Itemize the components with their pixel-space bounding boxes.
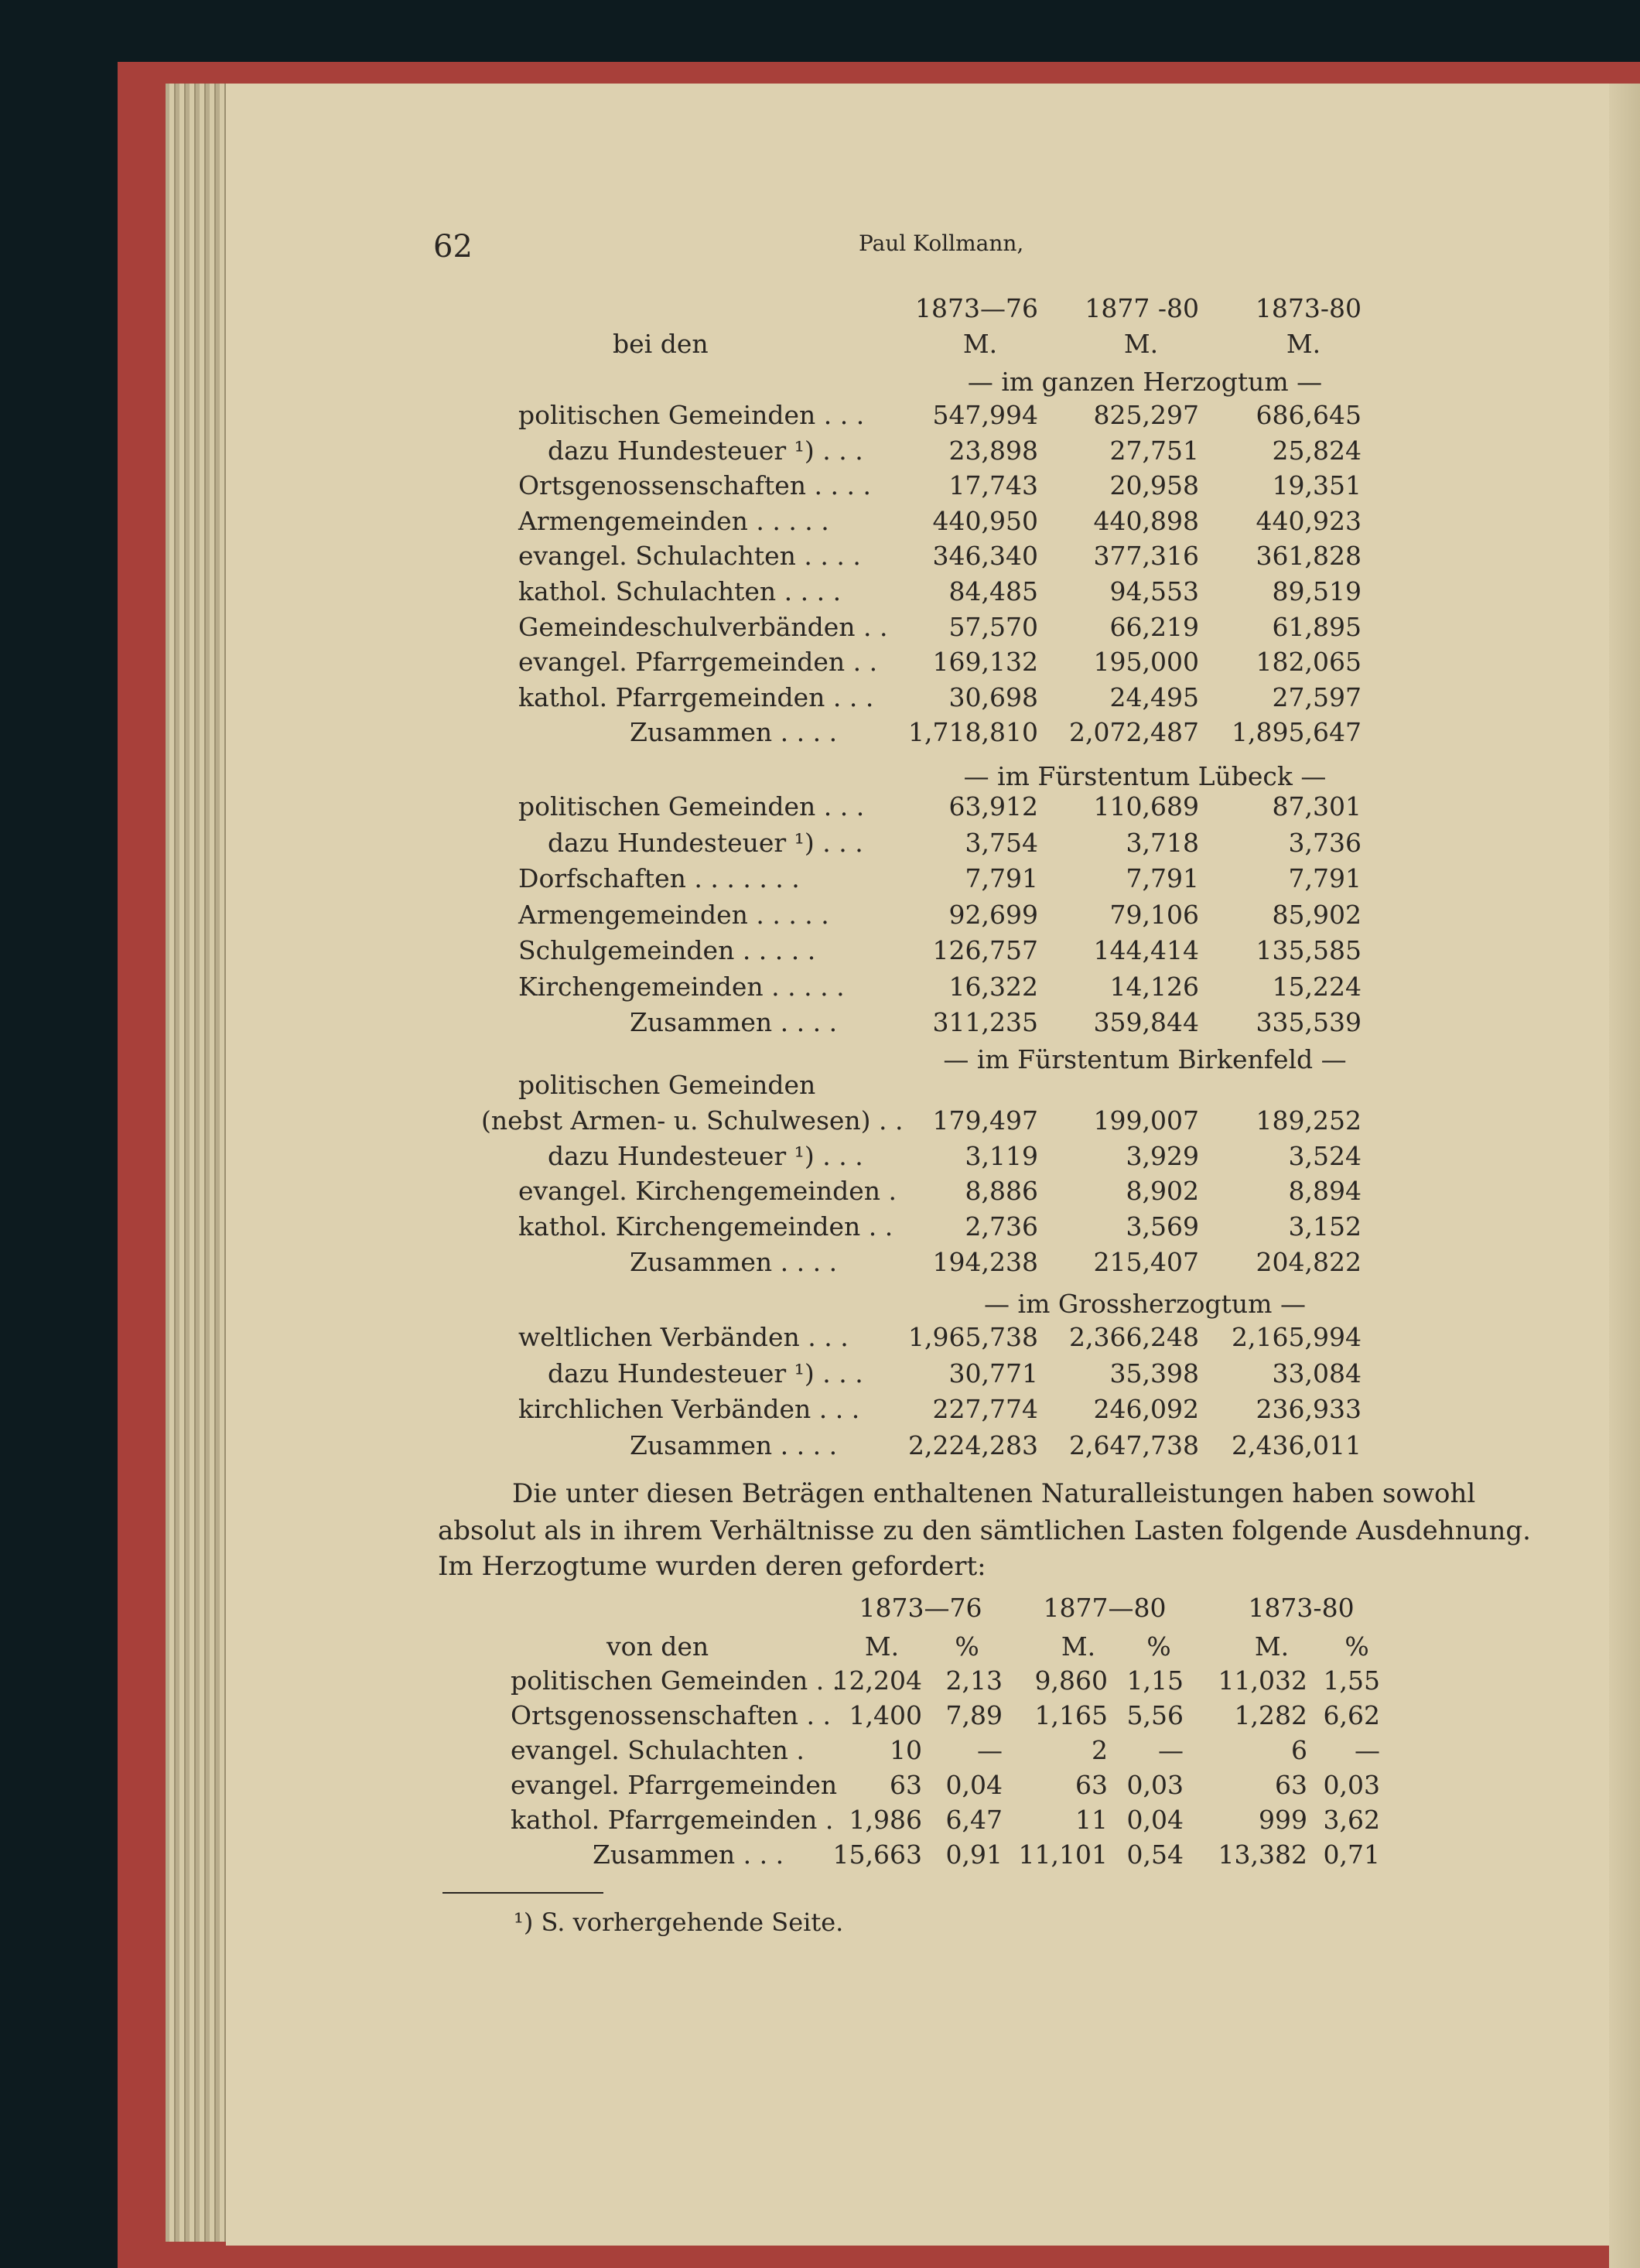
label-header: von den	[606, 1631, 709, 1662]
table-row-label: kathol. Pfarrgemeinden .	[511, 1805, 834, 1835]
table-cell-value: 204,822	[1256, 1247, 1362, 1277]
table-row-label: Ortsgenossenschaften . .	[511, 1700, 832, 1730]
table-cell-value: 182,065	[1256, 647, 1362, 677]
period-header: 1877 -80	[1085, 293, 1199, 323]
table-cell-value: 359,844	[1093, 1007, 1199, 1037]
table-cell-value: 199,007	[1093, 1105, 1199, 1136]
table-cell-value: 195,000	[1093, 647, 1199, 677]
table-row-label: Gemeindeschulverbänden . .	[518, 612, 888, 642]
table-cell-value: 15,224	[1272, 972, 1362, 1002]
table-cell-value: 311,235	[932, 1007, 1038, 1037]
table-cell-value: 1,965,738	[908, 1322, 1038, 1352]
table-row-label: Zusammen . . . .	[630, 1430, 838, 1460]
table-cell-value: 3,524	[1288, 1141, 1362, 1171]
table-cell-value: 686,645	[1256, 400, 1362, 430]
table-cell-value: 8,902	[1126, 1176, 1199, 1206]
table-cell-value: 3,718	[1126, 828, 1199, 858]
table-cell-value: 440,898	[1093, 506, 1199, 536]
table-cell-value: 84,485	[948, 576, 1038, 606]
table-cell-value: 27,751	[1109, 435, 1199, 466]
table-cell-value: 440,923	[1256, 506, 1362, 536]
table-cell-value: —	[1355, 1735, 1380, 1765]
table-cell-value: 335,539	[1256, 1007, 1362, 1037]
table-cell-value: 7,89	[945, 1700, 1003, 1730]
table-cell-value: 11,101	[1018, 1839, 1108, 1870]
footnote: ¹) S. vorhergehende Seite.	[514, 1908, 844, 1937]
table-cell-value: 24,495	[1109, 682, 1199, 712]
table-cell-value: 999	[1259, 1805, 1307, 1835]
table-cell-value: 14,126	[1109, 972, 1199, 1002]
table-row-label: evangel. Kirchengemeinden .	[518, 1176, 897, 1206]
table-cell-value: 3,929	[1126, 1141, 1199, 1171]
table-row-label: (nebst Armen- u. Schulwesen) . .	[481, 1105, 904, 1136]
running-head: Paul Kollmann,	[859, 231, 1024, 256]
table-cell-value: 0,54	[1126, 1839, 1184, 1870]
table-cell-value: 2,072,487	[1069, 717, 1199, 747]
unit-header: %	[1344, 1631, 1369, 1662]
table-cell-value: 3,736	[1288, 828, 1362, 858]
table-cell-value: 63	[1275, 1770, 1307, 1800]
table-cell-value: 7,791	[1126, 863, 1199, 893]
table-cell-value: 236,933	[1256, 1394, 1362, 1424]
table-cell-value: 2,165,994	[1232, 1322, 1362, 1352]
table-cell-value: 1,55	[1323, 1665, 1380, 1696]
section-title: — im Grossherzogtum —	[984, 1289, 1306, 1319]
table-cell-value: 1,895,647	[1232, 717, 1362, 747]
table-cell-value: 15,663	[832, 1839, 922, 1870]
table-row-label: dazu Hundesteuer ¹) . . .	[548, 1358, 863, 1388]
table-cell-value: 110,689	[1093, 791, 1199, 821]
table-cell-value: 11,032	[1218, 1665, 1307, 1696]
table-cell-value: 8,886	[965, 1176, 1038, 1206]
table-row-label: Schulgemeinden . . . . .	[518, 935, 816, 965]
table-cell-value: 33,084	[1272, 1358, 1362, 1388]
table-row-label: evangel. Pfarrgemeinden . .	[518, 647, 878, 677]
table-cell-value: 16,322	[948, 972, 1038, 1002]
table-cell-value: 85,902	[1272, 900, 1362, 930]
table-row-label: weltlichen Verbänden . . .	[518, 1322, 849, 1352]
section-title: — im Fürstentum Birkenfeld —	[943, 1044, 1347, 1074]
table-cell-value: 87,301	[1272, 791, 1362, 821]
period-header: 1873—76	[859, 1593, 982, 1623]
table-row-label: Zusammen . . . .	[630, 1247, 838, 1277]
paragraph-line: Im Herzogtume wurden deren gefordert:	[438, 1551, 986, 1582]
table-cell-value: 1,165	[1034, 1700, 1108, 1730]
table-cell-value: 179,497	[932, 1105, 1038, 1136]
section-title: — im Fürstentum Lübeck —	[963, 761, 1327, 791]
page-number: 62	[433, 229, 473, 265]
period-header: 1877—80	[1043, 1593, 1167, 1623]
table-cell-value: 3,119	[965, 1141, 1038, 1171]
table-cell-value: 227,774	[932, 1394, 1038, 1424]
table-cell-value: 3,152	[1288, 1211, 1362, 1242]
table-cell-value: 246,092	[1093, 1394, 1199, 1424]
unit-header: %	[955, 1631, 979, 1662]
table-cell-value: 8,894	[1288, 1176, 1362, 1206]
table-cell-value: 189,252	[1256, 1105, 1362, 1136]
table-row-label: evangel. Schulachten . . . .	[518, 541, 861, 571]
table-cell-value: 825,297	[1093, 400, 1199, 430]
table-cell-value: 2	[1092, 1735, 1108, 1765]
table-cell-value: 66,219	[1109, 612, 1199, 642]
table-cell-value: 30,771	[948, 1358, 1038, 1388]
paragraph-line: absolut als in ihrem Verhältnisse zu den sämtlichen Lasten folgende Ausdehnung.	[438, 1515, 1531, 1546]
table-cell-value: 2,224,283	[908, 1430, 1038, 1460]
table-cell-value: 1,282	[1234, 1700, 1307, 1730]
table-cell-value: 2,736	[965, 1211, 1038, 1242]
table-cell-value: 0,91	[945, 1839, 1003, 1870]
table-cell-value: 126,757	[932, 935, 1038, 965]
table-row-label: Kirchengemeinden . . . . .	[518, 972, 845, 1002]
table-cell-value: 30,698	[948, 682, 1038, 712]
table-cell-value: 19,351	[1272, 470, 1362, 500]
table-row-label: politischen Gemeinden	[518, 1070, 816, 1100]
table-cell-value: 1,718,810	[908, 717, 1038, 747]
table-row-label: dazu Hundesteuer ¹) . . .	[548, 435, 863, 466]
table-cell-value: 547,994	[932, 400, 1038, 430]
table-cell-value: 3,62	[1323, 1805, 1380, 1835]
unit-header: M.	[1286, 329, 1321, 359]
table-row-label: kathol. Kirchengemeinden . .	[518, 1211, 893, 1242]
table-row-label: dazu Hundesteuer ¹) . . .	[548, 1141, 863, 1171]
table-cell-value: 135,585	[1256, 935, 1362, 965]
table-cell-value: 3,754	[965, 828, 1038, 858]
table-cell-value: 3,569	[1126, 1211, 1199, 1242]
table-row-label: Zusammen . . . .	[630, 717, 838, 747]
table-cell-value: 0,03	[1126, 1770, 1184, 1800]
table-cell-value: 0,04	[1126, 1805, 1184, 1835]
label-header: bei den	[613, 329, 709, 359]
table-cell-value: 23,898	[948, 435, 1038, 466]
table-row-label: politischen Gemeinden . .	[511, 1665, 841, 1696]
table-cell-value: 27,597	[1272, 682, 1362, 712]
table-cell-value: —	[1158, 1735, 1184, 1765]
table-row-label: Zusammen . . .	[593, 1839, 784, 1870]
table-cell-value: 2,13	[945, 1665, 1003, 1696]
table-cell-value: 63	[1075, 1770, 1108, 1800]
book-gutter	[1609, 84, 1640, 2268]
table-cell-value: 6,47	[945, 1805, 1003, 1835]
unit-header: M.	[1061, 1631, 1096, 1662]
table-cell-value: 63,912	[948, 791, 1038, 821]
table-row-label: dazu Hundesteuer ¹) . . .	[548, 828, 863, 858]
unit-header: M.	[1254, 1631, 1290, 1662]
period-header: 1873-80	[1255, 293, 1362, 323]
table-cell-value: 20,958	[1109, 470, 1199, 500]
table-cell-value: 61,895	[1272, 612, 1362, 642]
table-cell-value: 9,860	[1034, 1665, 1108, 1696]
table-cell-value: 346,340	[932, 541, 1038, 571]
table-cell-value: 79,106	[1109, 900, 1199, 930]
table-cell-value: 361,828	[1256, 541, 1362, 571]
table-row-label: Dorfschaften . . . . . . .	[518, 863, 800, 893]
table-cell-value: 35,398	[1109, 1358, 1199, 1388]
table-cell-value: 1,986	[849, 1805, 922, 1835]
unit-header: M.	[962, 329, 998, 359]
table-cell-value: 12,204	[832, 1665, 922, 1696]
table-row-label: evangel. Pfarrgemeinden	[511, 1770, 838, 1800]
section-title: — im ganzen Herzogtum —	[967, 367, 1323, 397]
table-cell-value: 7,791	[1288, 863, 1362, 893]
table-cell-value: 440,950	[932, 506, 1038, 536]
table-cell-value: 169,132	[932, 647, 1038, 677]
table-cell-value: 89,519	[1272, 576, 1362, 606]
table-row-label: kathol. Schulachten . . . .	[518, 576, 842, 606]
table-cell-value: 6	[1291, 1735, 1307, 1765]
table-row-label: politischen Gemeinden . . .	[518, 400, 865, 430]
unit-header: M.	[1123, 329, 1159, 359]
paragraph-line: Die unter diesen Beträgen enthaltenen Naturalleistungen haben sowohl	[512, 1478, 1476, 1509]
period-header: 1873—76	[915, 293, 1038, 323]
table-cell-value: 215,407	[1093, 1247, 1199, 1277]
table-row-label: Armengemeinden . . . . .	[518, 900, 829, 930]
table-cell-value: 57,570	[948, 612, 1038, 642]
table-cell-value: 7,791	[965, 863, 1038, 893]
table-cell-value: 2,436,011	[1232, 1430, 1362, 1460]
table-cell-value: 377,316	[1093, 541, 1199, 571]
table-cell-value: 92,699	[948, 900, 1038, 930]
table-cell-value: 17,743	[948, 470, 1038, 500]
table-cell-value: 194,238	[932, 1247, 1038, 1277]
period-header: 1873-80	[1248, 1593, 1355, 1623]
table-cell-value: 11	[1075, 1805, 1108, 1835]
table-cell-value: 25,824	[1272, 435, 1362, 466]
table-cell-value: 10	[890, 1735, 922, 1765]
table-cell-value: 13,382	[1218, 1839, 1307, 1870]
table-cell-value: 6,62	[1323, 1700, 1380, 1730]
table-cell-value: 2,366,248	[1069, 1322, 1199, 1352]
table-cell-value: 94,553	[1109, 576, 1199, 606]
unit-header: M.	[864, 1631, 900, 1662]
table-row-label: Armengemeinden . . . . .	[518, 506, 829, 536]
table-row-label: Zusammen . . . .	[630, 1007, 838, 1037]
table-cell-value: 144,414	[1093, 935, 1199, 965]
table-row-label: Ortsgenossenschaften . . . .	[518, 470, 871, 500]
footnote-rule	[442, 1892, 603, 1894]
table-cell-value: 2,647,738	[1069, 1430, 1199, 1460]
table-row-label: kathol. Pfarrgemeinden . . .	[518, 682, 874, 712]
table-cell-value: 0,04	[945, 1770, 1003, 1800]
table-row-label: politischen Gemeinden . . .	[518, 791, 865, 821]
table-cell-value: 0,71	[1323, 1839, 1380, 1870]
table-row-label: kirchlichen Verbänden . . .	[518, 1394, 860, 1424]
table-cell-value: 1,400	[849, 1700, 922, 1730]
unit-header: %	[1146, 1631, 1171, 1662]
table-cell-value: 63	[890, 1770, 922, 1800]
table-cell-value: 1,15	[1126, 1665, 1184, 1696]
table-cell-value: —	[977, 1735, 1003, 1765]
table-cell-value: 0,03	[1323, 1770, 1380, 1800]
table-row-label: evangel. Schulachten .	[511, 1735, 805, 1765]
table-cell-value: 5,56	[1126, 1700, 1184, 1730]
